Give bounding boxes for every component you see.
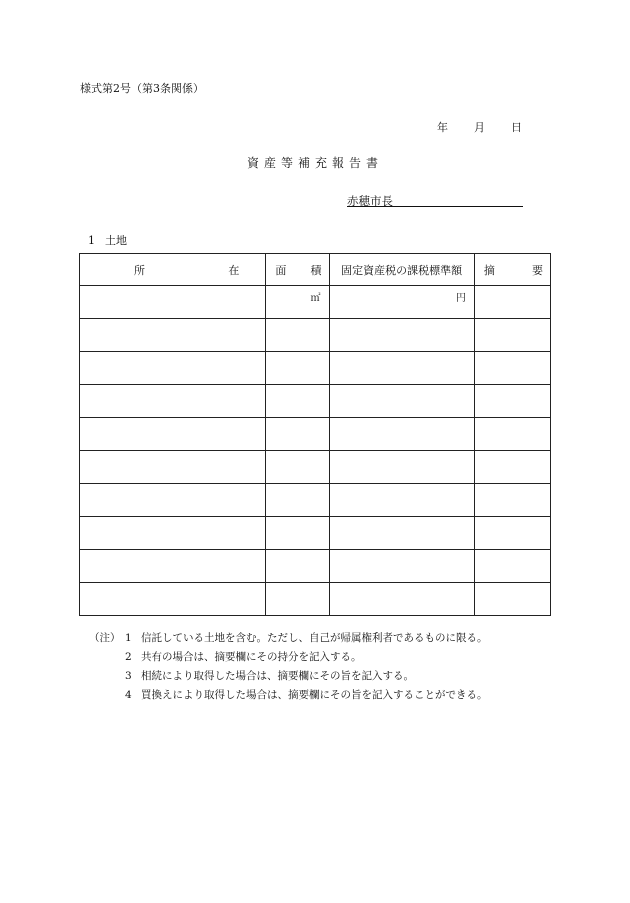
header-location <box>80 254 266 286</box>
cell-remarks[interactable] <box>474 385 550 418</box>
cell-remarks[interactable] <box>474 352 550 385</box>
table-row <box>80 286 551 319</box>
cell-remarks[interactable] <box>474 583 550 616</box>
cell-area[interactable] <box>266 319 329 352</box>
note-item <box>89 686 488 705</box>
cell-area[interactable] <box>266 286 329 319</box>
cell-location[interactable] <box>80 517 266 550</box>
notes-lead: （注） <box>89 632 121 644</box>
note-item <box>89 667 488 686</box>
table-row <box>80 583 551 616</box>
cell-area[interactable] <box>266 550 329 583</box>
document-title: 資産等補充報告書 <box>246 156 383 170</box>
header-area-a: 面 <box>275 263 287 277</box>
cell-tax-base[interactable] <box>329 418 474 451</box>
note-text: 共有の場合は、摘要欄にその持分を記入する。 <box>141 651 362 663</box>
table-row <box>80 319 551 352</box>
cell-tax-base[interactable] <box>329 583 474 616</box>
note-item <box>89 629 488 648</box>
addressee: 赤穂市長 <box>347 194 393 208</box>
header-area-b: 積 <box>310 263 322 277</box>
header-area <box>266 254 329 286</box>
section-number: 1 <box>88 234 95 247</box>
section-heading <box>88 232 127 248</box>
cell-location[interactable] <box>80 550 266 583</box>
cell-remarks[interactable] <box>474 517 550 550</box>
note-text: 買換えにより取得した場合は、摘要欄にその旨を記入することができる。 <box>141 689 488 701</box>
addressee-underline <box>347 206 523 207</box>
cell-location[interactable] <box>80 484 266 517</box>
note-number: 4 <box>125 689 132 701</box>
unit-area-label: ㎡ <box>310 293 321 304</box>
cell-location[interactable] <box>80 286 266 319</box>
note-number: 3 <box>125 670 132 682</box>
unit-yen-label: 円 <box>455 293 466 304</box>
table-row <box>80 550 551 583</box>
date-line <box>437 119 522 135</box>
table-row <box>80 385 551 418</box>
date-month-label: 月 <box>474 121 485 134</box>
cell-area[interactable] <box>266 451 329 484</box>
cell-remarks[interactable] <box>474 286 550 319</box>
note-number: 1 <box>125 632 132 644</box>
date-day-label: 日 <box>511 121 522 134</box>
cell-location[interactable] <box>80 319 266 352</box>
cell-remarks[interactable] <box>474 550 550 583</box>
cell-tax-base[interactable] <box>329 286 474 319</box>
cell-location[interactable] <box>80 352 266 385</box>
land-table <box>79 253 551 616</box>
cell-tax-base[interactable] <box>329 319 474 352</box>
cell-area[interactable] <box>266 484 329 517</box>
header-location-b: 在 <box>228 263 240 277</box>
cell-location[interactable] <box>80 451 266 484</box>
note-item <box>89 648 488 667</box>
cell-tax-base[interactable] <box>329 550 474 583</box>
notes <box>89 629 488 705</box>
cell-tax-base[interactable] <box>329 484 474 517</box>
cell-location[interactable] <box>80 418 266 451</box>
cell-location[interactable] <box>80 385 266 418</box>
header-remarks <box>474 254 550 286</box>
date-year-label: 年 <box>437 121 448 134</box>
cell-location[interactable] <box>80 583 266 616</box>
table-row <box>80 484 551 517</box>
table-header-row <box>80 254 551 286</box>
note-number: 2 <box>125 651 132 663</box>
header-tax-base: 固定資産税の課税標準額 <box>329 254 474 286</box>
cell-remarks[interactable] <box>474 418 550 451</box>
cell-remarks[interactable] <box>474 451 550 484</box>
cell-area[interactable] <box>266 583 329 616</box>
cell-remarks[interactable] <box>474 319 550 352</box>
cell-tax-base[interactable] <box>329 385 474 418</box>
note-text: 信託している土地を含む。ただし、自己が帰属権利者であるものに限る。 <box>141 632 488 644</box>
cell-tax-base[interactable] <box>329 517 474 550</box>
cell-tax-base[interactable] <box>329 352 474 385</box>
note-text: 相続により取得した場合は、摘要欄にその旨を記入する。 <box>141 670 414 682</box>
cell-area[interactable] <box>266 418 329 451</box>
header-remarks-b: 要 <box>532 263 543 277</box>
cell-area[interactable] <box>266 352 329 385</box>
form-number: 様式第2号（第3条関係） <box>80 82 204 95</box>
cell-area[interactable] <box>266 385 329 418</box>
cell-tax-base[interactable] <box>329 451 474 484</box>
table-row <box>80 418 551 451</box>
header-location-a: 所 <box>134 263 145 277</box>
section-label: 土地 <box>105 234 127 247</box>
cell-area[interactable] <box>266 517 329 550</box>
table-row <box>80 352 551 385</box>
cell-remarks[interactable] <box>474 484 550 517</box>
table-row <box>80 517 551 550</box>
table-row <box>80 451 551 484</box>
header-remarks-a: 摘 <box>483 263 495 277</box>
